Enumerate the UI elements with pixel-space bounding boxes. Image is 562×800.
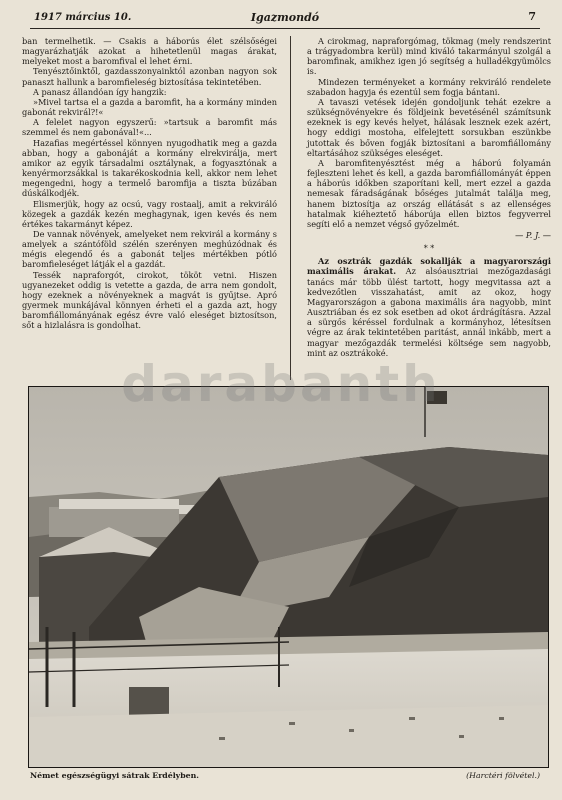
issue-date: 1917 március 10. [34, 12, 132, 23]
article-heading: Az osztrák gazdák sokallják a magyarországi maximális árakat. [307, 256, 551, 277]
article-paragraph [307, 256, 551, 358]
photo-credit: (Harctéri fölvétel.) [466, 771, 540, 780]
paragraph: Tessék napraforgót, cirokot, tököt vetni. Hiszen ugyanezeket oddig is vetette a gazda, de arra nem gondolt, hogy ezeknek a növényeknek a magvát is gyűjtse. Apró gyermek munkájával könnyen érheti el a gazda azt, hogy baromfiállományának egész évre való eleséget biztosítson, sőt a hizlalásra is gondolhat. [22, 269, 277, 331]
article-body: Az alsóausztriai mezőgazdasági tanács már több ülést tartott, hogy megvitassa azt a kedvezőtlen visszahatást, amit az okoz, hogy Magyarországon a gabona maximális ára nagyobb, mint Ausztriában és ez sok esetben ad okot árdrágításra. Azzal a sürgős kéréssel fordulnak a kormányhoz, létesítsen végre az árak tekintetében paritást, annál inkább, mert a magyar mezőgazdák termelési költsége sem nagyobb, mint az osztrákoké. [307, 266, 551, 358]
page-header [30, 10, 540, 29]
paragraph: A cirokmag, napraforgómag, tökmag (mely rendszerint a trágyadombra kerül) mind kiváló takarmányul szolgál a baromfinak, amikhez igen jó segítség a hulladékgyümölcs is. [307, 36, 551, 77]
section-separator: * * [423, 244, 435, 254]
page-number: 7 [528, 10, 536, 23]
paragraph: ban termelhetik. — Csakis a háborús élet szélsőségei magyarázhatják azokat a hihetetlenül magas árakat, melyeket most a baromfival el lehet érni. [22, 36, 277, 67]
masthead-title: Igazmondó [250, 11, 320, 24]
paragraph: De vannak növények, amelyeket nem rekvirál a kormány s amelyek a szántóföld szélén szerényen meghúzódnak és mégis elegendő és a gabonát teljes mértékben pótló baromfieleséget látják el a gazdát. [22, 228, 277, 270]
quote-paragraph: »Mivel tartsa el a gazda a baromfit, ha a kormány minden gabonát rekvirál?!« [22, 96, 277, 118]
paragraph: A tavaszi vetések idején gondoljunk tehát ezekre a szükségnövényekre és földjeink bevetésénél számítsunk ezeknek is egy kevés helyet, hálásak lesznek ezek azért, hogy eddigi mostoha, elfelejtett sorsukban eszünkbe jutottak és bőven fogják biztosítani a baromfiállomány eltartásához szükséges eleséget. [307, 96, 551, 158]
author-signature: — P. J. — [515, 229, 551, 240]
column-divider [290, 36, 291, 380]
left-column [22, 36, 277, 331]
paragraph: A panasz állandóan így hangzik: [33, 86, 167, 97]
paragraph: Mindezen terményeket a kormány rekviráló rendelete szabadon hagyja és ezentúl sem fogja bántani. [307, 76, 551, 97]
paragraph: A baromfitenyésztést még a háború folyamán fejleszteni lehet és kell, a gazda baromfiállományát éppen a háborús időkben szaporítani kell, mert ezzel a gazda nemesak fáradságának bőséges jutalmát találja meg, hanem biztosítja az ország ellátását s az ellenséges hatalmak kiéheztető háborúja ellen biztos fegyverrel segíti elő a nemzet végső győzelmét. [307, 157, 551, 229]
paragraph: Elismerjük, hogy az ocsú, vagy rostaalj, amit a rekviráló közegek a gazdák kezén meghagynak, igen kevés és nem értékes takarmányt képez. [22, 198, 277, 229]
caption-text: Német egészségügyi sátrak Erdélyben. [30, 771, 200, 780]
watermark: darabanth [121, 355, 441, 413]
paragraph: Tenyésztőinktől, gazdasszonyainktól azonban nagyon sok panaszt hallunk a baromfieleség biztosítása tekintetében. [22, 66, 277, 87]
photo-caption [30, 771, 540, 780]
right-column [307, 36, 551, 358]
paragraph: A felelet nagyon egyszerű: »tartsuk a baromfit más szemmel és nem gabonával!«... [22, 117, 277, 138]
photo-illustration [29, 387, 548, 767]
paragraph: Hazafias megértéssel könnyen nyugodhatik meg a gazda abban, hogy a gabonáját a kormány elrekvirálja, mert amikor az egyik társadalmi osztálynak, a fogyasztónak a kenyérmorzsákkal is takarékoskodnia kell, akkor nem lehet megengedni, hogy a termelő baromfija a tiszta búzában dúskálkodjék. [22, 137, 277, 199]
photo-tents-transylvania [28, 386, 549, 768]
